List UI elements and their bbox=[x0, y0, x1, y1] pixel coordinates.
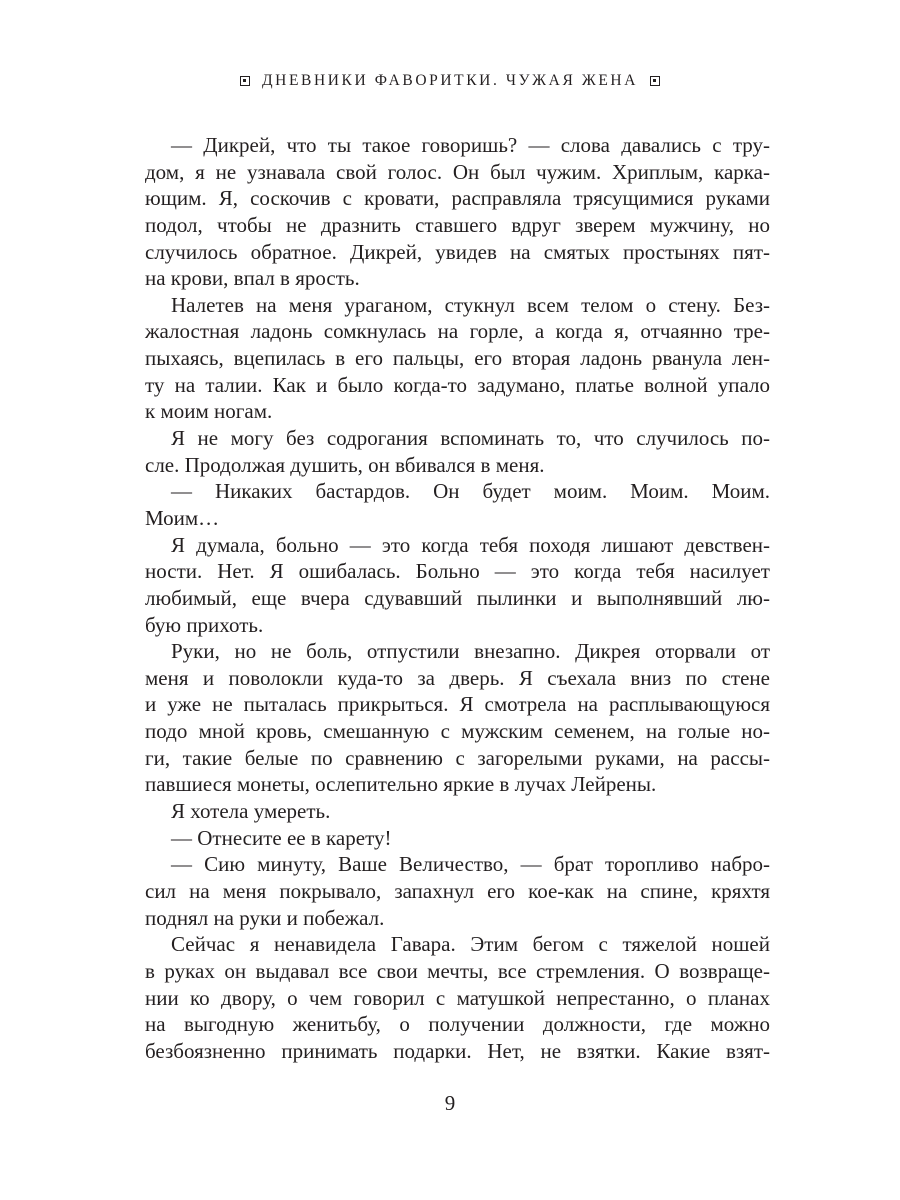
ornament-icon bbox=[650, 76, 660, 86]
text-line: Моим… bbox=[145, 505, 220, 530]
text-line: к моим ногам. bbox=[145, 399, 273, 424]
text-line: ту на талии. Как и было когда-то задумано, платье волной упало bbox=[145, 372, 770, 397]
text-line: ги, такие белые по сравнению с загорелыми руками, на рассы- bbox=[145, 745, 770, 770]
page-body-text bbox=[145, 132, 770, 1064]
text-line: Руки, но не боль, отпустили внезапно. Дикрея оторвали от bbox=[171, 639, 770, 664]
text-line: — Никаких бастардов. Он будет моим. Моим. Моим. bbox=[171, 479, 770, 504]
text-line: сле. Продолжая душить, он вбивался в меня. bbox=[145, 452, 545, 477]
text-line: ности. Нет. Я ошибалась. Больно — это когда тебя насилует bbox=[145, 559, 770, 584]
text-line: бую прихоть. bbox=[145, 612, 264, 637]
text-line: подо мной кровь, смешанную с мужским семенем, на голые но- bbox=[145, 719, 770, 744]
text-line: на выгодную женитьбу, о получении должности, где можно bbox=[145, 1012, 770, 1037]
text-line: Я думала, больно — это когда тебя походя лишают девствен- bbox=[171, 532, 770, 557]
running-header bbox=[0, 72, 900, 90]
text-line: пыхаясь, вцепилась в его пальцы, его вторая ладонь рванула лен- bbox=[145, 346, 770, 371]
text-line: дом, я не узнавала свой голос. Он был чужим. Хриплым, карка- bbox=[145, 159, 770, 184]
text-line: и уже не пыталась прикрыться. Я смотрела на расплывающуюся bbox=[145, 692, 770, 717]
text-line: меня и поволокли куда-то за дверь. Я съехала вниз по стене bbox=[145, 665, 770, 690]
text-line: — Дикрей, что ты такое говоришь? — слова давались с тру- bbox=[171, 133, 770, 157]
text-line: Я хотела умереть. bbox=[171, 799, 331, 824]
text-line: — Сию минуту, Ваше Величество, — брат торопливо набро- bbox=[171, 852, 770, 877]
text-line: Налетев на меня ураганом, стукнул всем телом о стену. Без- bbox=[171, 292, 770, 317]
text-line: в руках он выдавал все свои мечты, все стремления. О возвраще- bbox=[145, 958, 770, 983]
text-line: нии ко двору, о чем говорил с матушкой непрестанно, о планах bbox=[145, 985, 770, 1010]
text-line: Сейчас я ненавидела Гавара. Этим бегом с тяжелой ношей bbox=[171, 932, 770, 957]
page-number: 9 bbox=[444, 1091, 456, 1115]
text-line: сил на меня покрывало, запахнул его кое-как на спине, кряхтя bbox=[145, 878, 770, 903]
text-line: жалостная ладонь сомкнулась на горле, а когда я, отчаянно тре- bbox=[145, 319, 770, 344]
text-line: — Отнесите ее в карету! bbox=[171, 825, 392, 850]
text-line: павшиеся монеты, ослепительно яркие в лучах Лейрены. bbox=[145, 772, 657, 797]
ornament-icon bbox=[240, 76, 250, 86]
text-line: случилось обратное. Дикрей, увидев на смятых простынях пят- bbox=[145, 239, 770, 264]
text-line: поднял на руки и побежал. bbox=[145, 905, 385, 930]
text-line: безбоязненно принимать подарки. Нет, не взятки. Какие взят- bbox=[145, 1038, 770, 1063]
text-line: любимый, еще вчера сдувавший пылинки и выполнявший лю- bbox=[145, 585, 770, 610]
running-header-title: ДНЕВНИКИ ФАВОРИТКИ. ЧУЖАЯ ЖЕНА bbox=[261, 72, 638, 89]
text-line: Я не могу без содрогания вспоминать то, что случилось по- bbox=[171, 426, 770, 451]
text-line: на крови, впал в ярость. bbox=[145, 266, 360, 291]
text-line: ющим. Я, соскочив с кровати, расправляла трясущимися руками bbox=[145, 186, 770, 211]
text-line: подол, чтобы не дразнить ставшего вдруг зверем мужчину, но bbox=[145, 212, 770, 237]
